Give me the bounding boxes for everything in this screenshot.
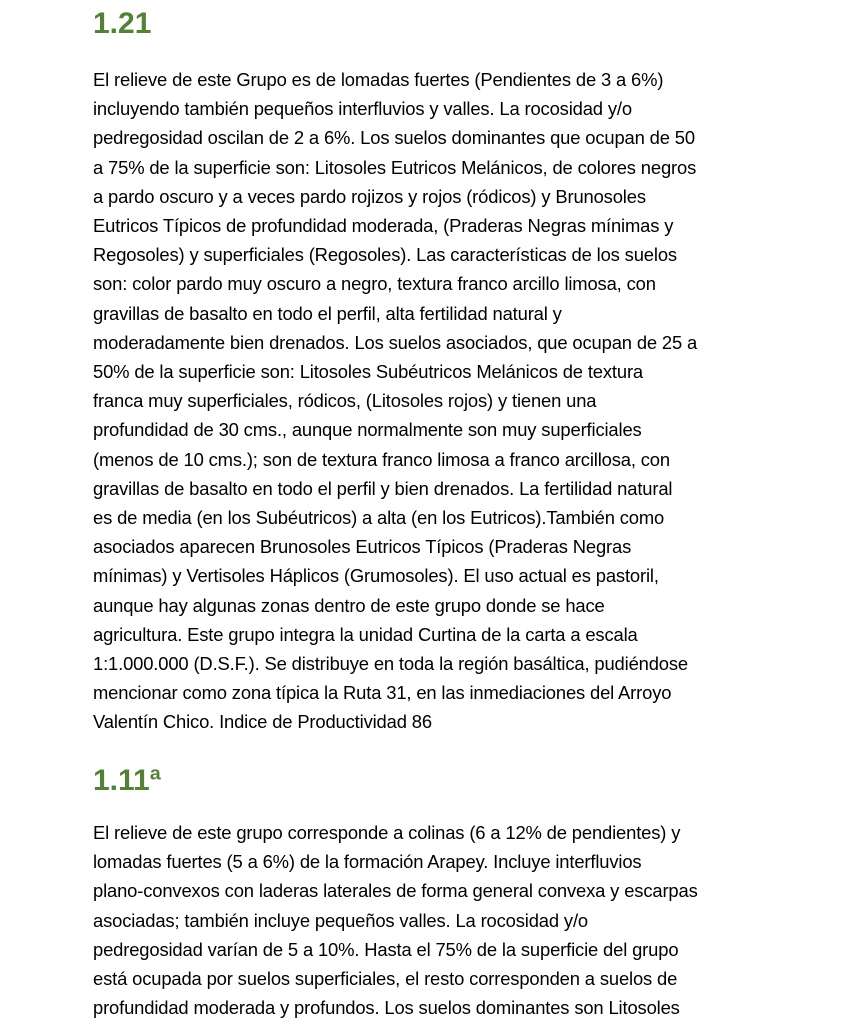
section-heading-1-11a: 1.11ª — [93, 764, 161, 797]
text-line: Regosoles) y superficiales (Regosoles). Las características de los suelos — [93, 244, 677, 266]
section-paragraph-1-11a — [93, 818, 783, 1022]
text-line: agricultura. Este grupo integra la unidad Curtina de la carta a escala — [93, 623, 638, 645]
text-line: mínimas) y Vertisoles Háplicos (Grumosoles). El uso actual es pastoril, — [93, 565, 659, 587]
text-line: 50% de la superficie son: Litosoles Subéutricos Melánicos de textura — [93, 361, 644, 383]
text-line: El relieve de este grupo corresponde a colinas (6 a 12% de pendientes) y — [93, 822, 681, 843]
text-line: gravillas de basalto en todo el perfil, alta fertilidad natural y — [93, 302, 562, 324]
text-line: son: color pardo muy oscuro a negro, textura franco arcillo limosa, con — [93, 273, 656, 295]
text-line: a pardo oscuro y a veces pardo rojizos y rojos (ródicos) y Brunosoles — [93, 185, 646, 207]
text-line: asociados aparecen Brunosoles Eutricos Típicos (Praderas Negras — [93, 536, 632, 558]
text-line: franca muy superficiales, ródicos, (Litosoles rojos) y tienen una — [93, 390, 597, 412]
text-line: incluyendo también pequeños interfluvios y valles. La rocosidad y/o — [93, 98, 632, 120]
text-line: lomadas fuertes (5 a 6%) de la formación Arapey. Incluye interfluvios — [93, 851, 642, 873]
text-line: 1:1.000.000 (D.S.F.). Se distribuye en toda la región basáltica, pudiéndose — [93, 653, 689, 675]
text-line: gravillas de basalto en todo el perfil y bien drenados. La fertilidad natural — [93, 477, 673, 499]
text-line: profundidad de 30 cms., aunque normalmente son muy superficiales — [93, 419, 642, 441]
section-heading-1-21: 1.21 — [93, 7, 152, 40]
text-line: pedregosidad oscilan de 2 a 6%. Los suelos dominantes que ocupan de 50 — [93, 127, 695, 149]
text-line: es de media (en los Subéutricos) a alta (en los Eutricos).También como — [93, 507, 665, 529]
text-line: moderadamente bien drenados. Los suelos asociados, que ocupan de 25 a — [93, 331, 698, 353]
text-line: aunque hay algunas zonas dentro de este grupo donde se hace — [93, 594, 605, 616]
text-line: (menos de 10 cms.); son de textura franco limosa a franco arcillosa, con — [93, 448, 670, 470]
text-line: profundidad moderada y profundos. Los suelos dominantes son Litosoles — [93, 997, 680, 1019]
text-line: está ocupada por suelos superficiales, el resto corresponden a suelos de — [93, 968, 678, 990]
text-line: El relieve de este Grupo es de lomadas fuertes (Pendientes de 3 a 6%) — [93, 69, 664, 90]
text-line: asociadas; también incluye pequeños valles. La rocosidad y/o — [93, 909, 589, 931]
text-line: Eutricos Típicos de profundidad moderada, (Praderas Negras mínimas y — [93, 215, 674, 237]
text-line: mencionar como zona típica la Ruta 31, en las inmediaciones del Arroyo — [93, 682, 672, 704]
text-line: plano-convexos con laderas laterales de forma general convexa y escarpas — [93, 880, 698, 902]
text-line: a 75% de la superficie son: Litosoles Eutricos Melánicos, de colores negros — [93, 156, 697, 178]
text-line: pedregosidad varían de 5 a 10%. Hasta el 75% de la superficie del grupo — [93, 938, 679, 960]
section-paragraph-1-21 — [93, 65, 783, 737]
text-line: Valentín Chico. Indice de Productividad 86 — [93, 711, 432, 733]
